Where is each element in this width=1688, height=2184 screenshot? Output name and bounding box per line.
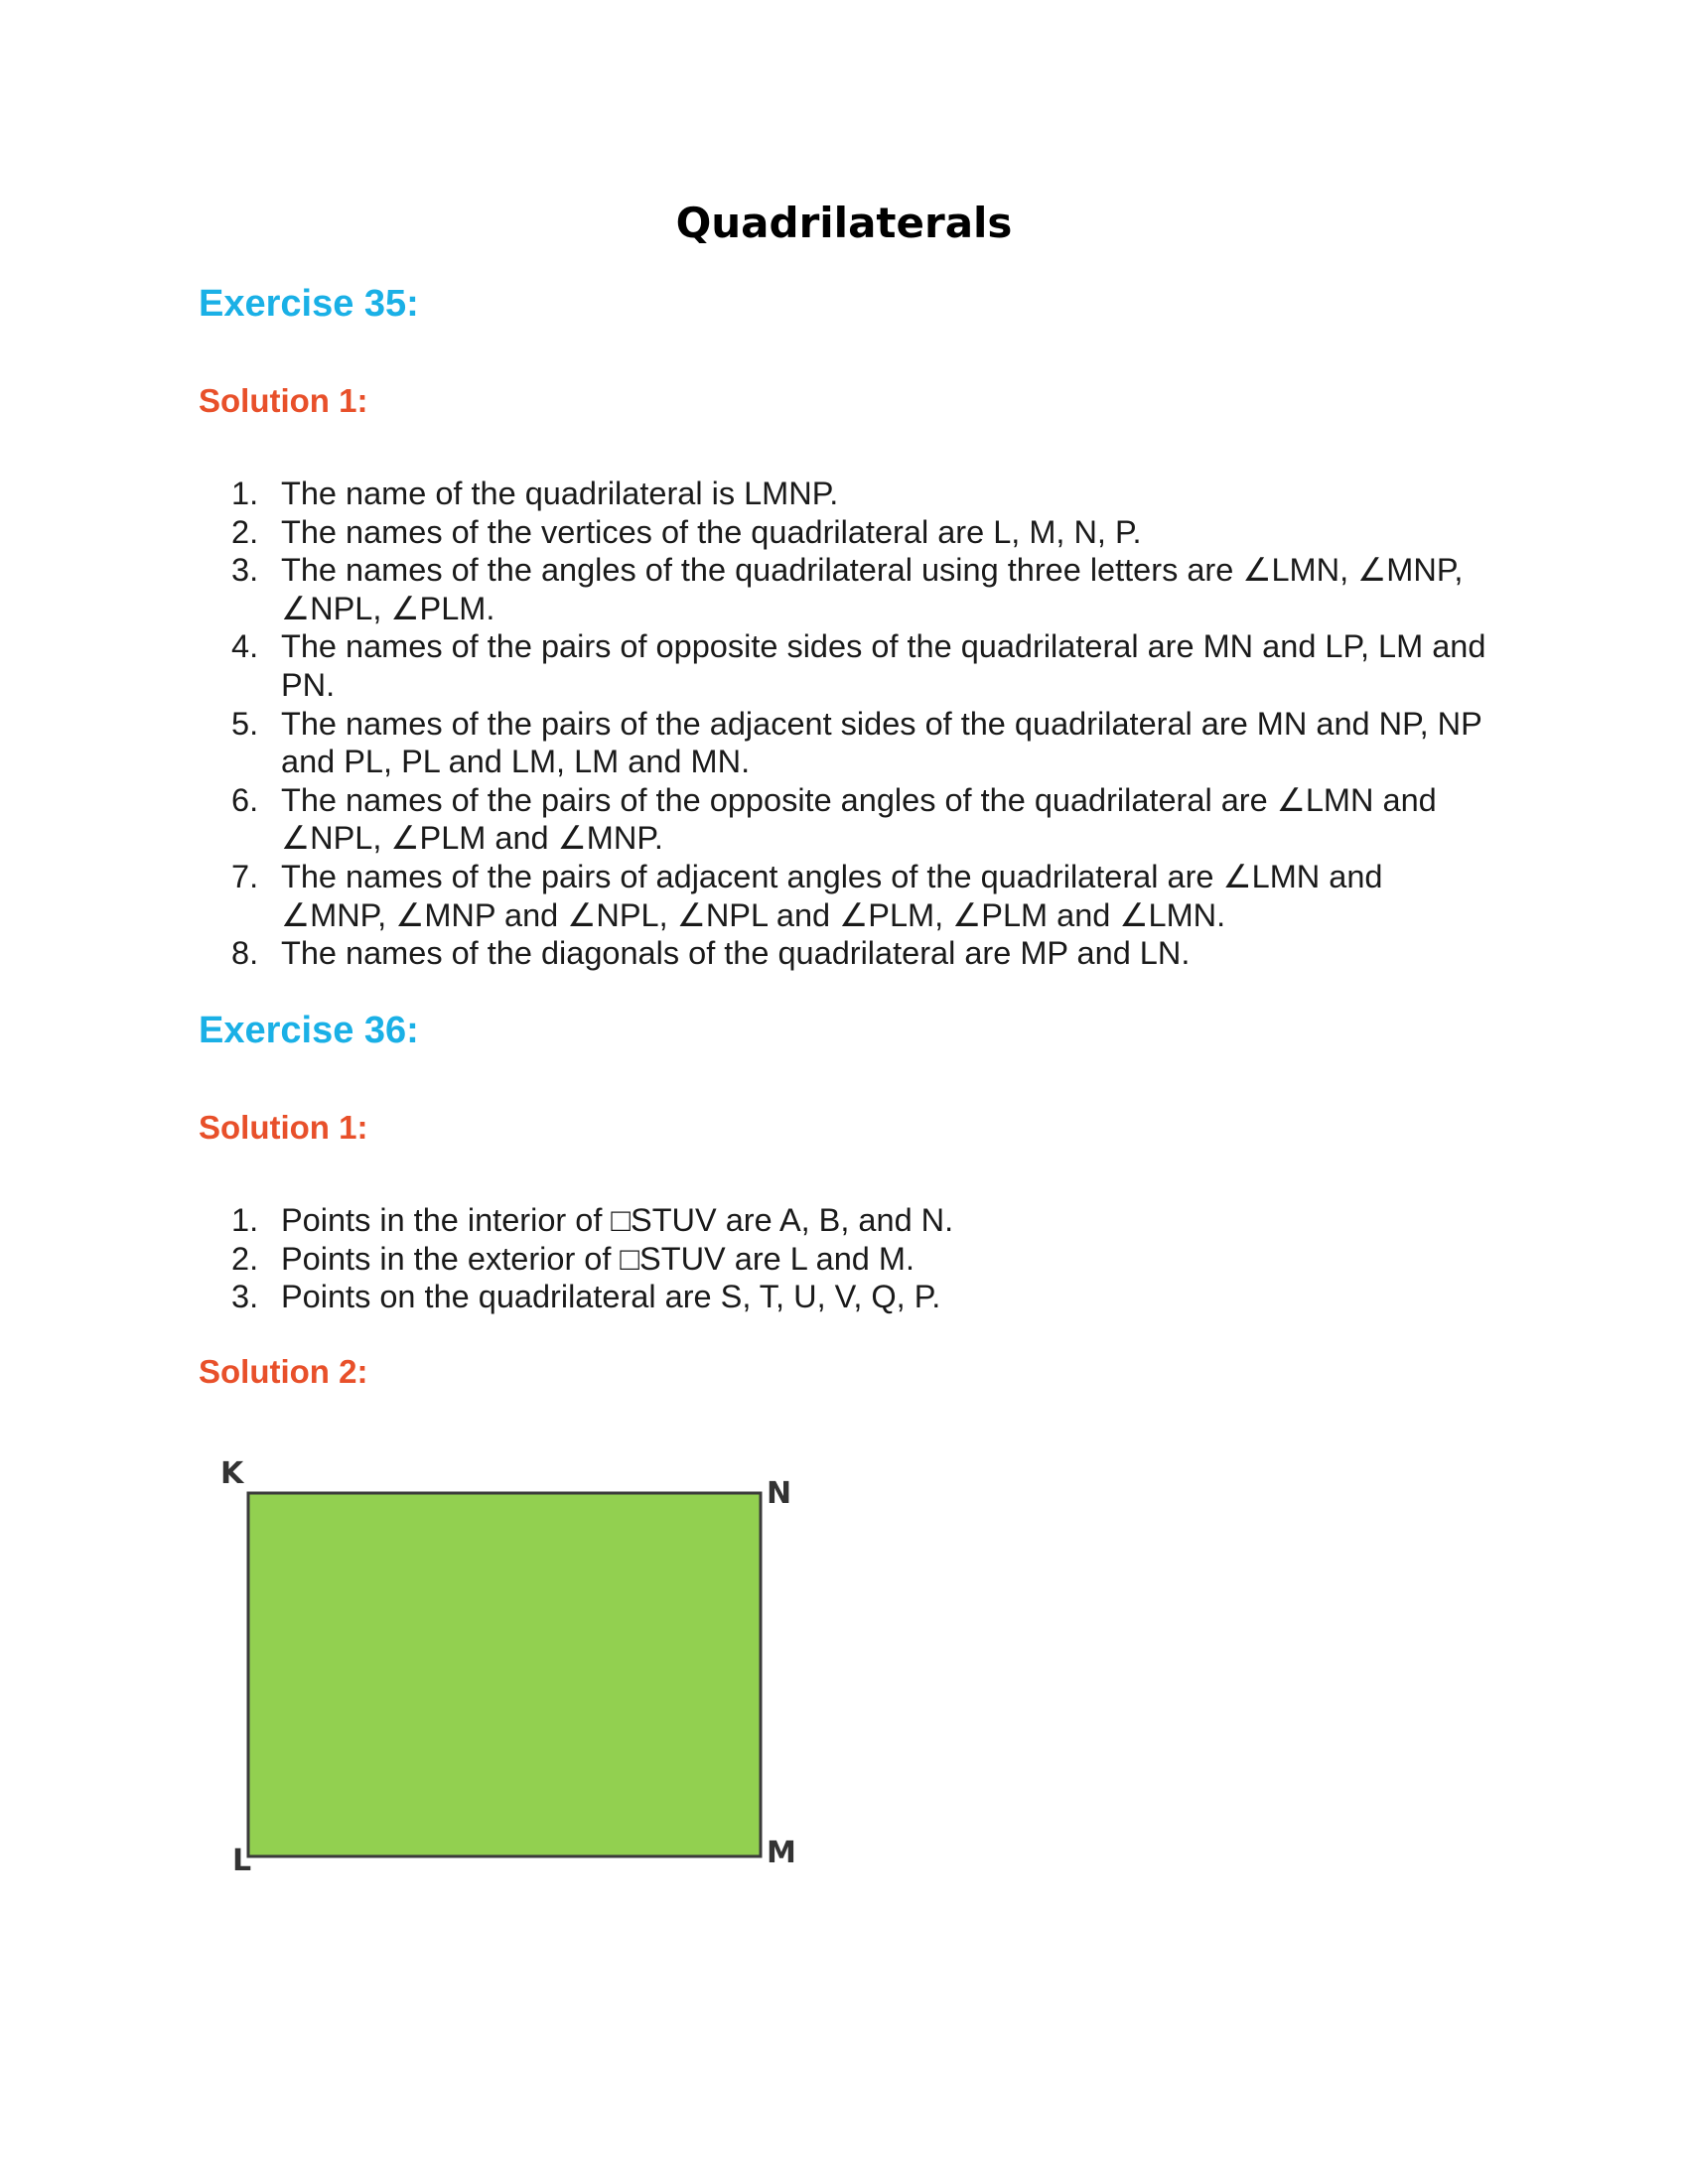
list-item-number: 7. (231, 858, 259, 894)
ex35-solution-1-heading: Solution 1: (199, 382, 368, 419)
list-item-number: 3. (231, 552, 259, 589)
list-item-number: 6. (231, 781, 259, 818)
list-item-text: The names of the angles of the quadrilateral using three letters are ∠LMN, ∠MNP, ∠NPL, ∠PLM. (281, 552, 1464, 626)
list-item (0, 781, 1492, 858)
vertex-label-m: M (767, 1836, 796, 1870)
list-item (0, 1201, 1492, 1240)
quadrilateral-klmn-figure (209, 1449, 804, 1876)
page-title: Quadrilaterals (675, 199, 1013, 247)
list-item-number: 8. (231, 935, 259, 972)
list-item (0, 934, 1492, 973)
list-item-text: Points on the quadrilateral are S, T, U, V, Q, P. (281, 1279, 941, 1315)
list-item (0, 1278, 1492, 1316)
list-item-number: 1. (231, 1202, 259, 1238)
list-item (0, 551, 1492, 627)
list-item-number: 1. (231, 476, 259, 511)
vertex-label-l: L (232, 1843, 252, 1876)
list-item-text: The names of the diagonals of the quadrilateral are MP and LN. (281, 935, 1191, 972)
list-item (0, 475, 1492, 513)
list-item (0, 627, 1492, 704)
list-item-text: The names of the pairs of adjacent angles of the quadrilateral are ∠LMN and ∠MNP, ∠MNP and ∠NPL, ∠NPL and ∠PLM, ∠PLM and ∠LMN. (281, 858, 1383, 933)
vertex-label-k: K (220, 1456, 244, 1491)
list-item (0, 858, 1492, 934)
list-item-number: 2. (231, 1240, 259, 1277)
exercise-35-heading: Exercise 35: (199, 283, 419, 325)
ex36-solution-2-heading: Solution 2: (199, 1353, 368, 1390)
quadrilateral-shape (248, 1493, 761, 1856)
list-item-text: Points in the interior of □STUV are A, B, and N. (281, 1202, 954, 1238)
exercise-36-heading: Exercise 36: (199, 1010, 419, 1051)
list-item-number: 2. (231, 513, 259, 550)
list-item (0, 1240, 1492, 1279)
vertex-label-n: N (767, 1476, 792, 1511)
list-item-text: Points in the exterior of □STUV are L and M. (281, 1240, 915, 1277)
list-item (0, 705, 1492, 781)
list-item-text: The names of the pairs of the adjacent sides of the quadrilateral are MN and NP, NP and PL, PL and LM, LM and MN. (281, 705, 1482, 780)
list-item-text: The name of the quadrilateral is LMNP. (281, 476, 839, 511)
ex35-solution-1-list (0, 475, 1492, 973)
list-item (0, 513, 1492, 552)
list-item-number: 5. (231, 705, 259, 742)
ex36-solution-1-list (0, 1201, 1492, 1316)
list-item-text: The names of the pairs of opposite sides of the quadrilateral are MN and LP, LM and PN. (281, 628, 1486, 703)
list-item-number: 3. (231, 1279, 259, 1315)
list-item-text: The names of the pairs of the opposite angles of the quadrilateral are ∠LMN and ∠NPL, ∠PLM and ∠MNP. (281, 781, 1437, 857)
list-item-text: The names of the vertices of the quadrilateral are L, M, N, P. (281, 513, 1142, 550)
list-item-number: 4. (231, 628, 259, 665)
ex36-solution-1-heading: Solution 1: (199, 1109, 368, 1146)
